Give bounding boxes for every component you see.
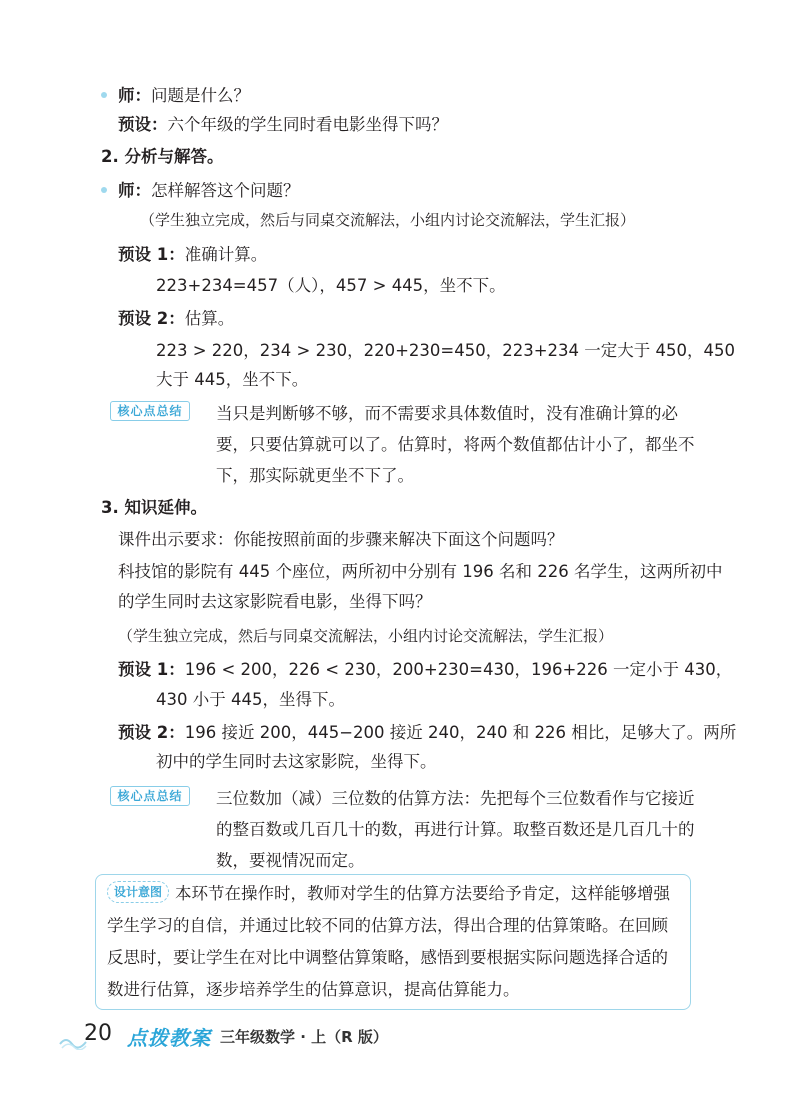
preset-2: [118, 308, 234, 330]
problem-line-2: 的学生同时去这家影院看电影，坐得下吗？: [118, 592, 432, 611]
preset-1-b-line-2: 430 小于 445，坐得下。: [156, 690, 345, 709]
preset-2-b: [118, 722, 736, 744]
speaker: 师：: [118, 181, 151, 200]
brand-logo: 点拨教案: [127, 1026, 211, 1050]
teacher-line-2: [118, 180, 300, 202]
preset-2-calc-1: 223 > 220，234 > 230，220+230=450，223+234 一定大于 450，450: [156, 341, 736, 360]
preset-1: [118, 244, 267, 266]
preset-1-calc: 223+234=457（人），457 > 445，坐不下。: [156, 276, 506, 295]
label: 预设 2：: [118, 723, 185, 742]
problem-line-1: 科技馆的影院有 445 个座位，两所初中分别有 196 名和 226 名学生，这两所初中: [118, 562, 723, 581]
design-intent-text: 本环节在操作时，教师对学生的估算方法要给予肯定，这样能够增强学生学习的自信，并通过比较不同的估算方法，得出合理的估算策略。在回顾反思时，要让学生在对比中调整估算策略，感悟到要根据实际问题选择合适的数进行估算，逐步培养学生的估算意识，提高估算能力。: [107, 884, 670, 999]
section-3-heading: 3. 知识延伸。: [101, 498, 207, 517]
label: 预设 1：: [118, 660, 185, 679]
preset-1-b: [118, 659, 732, 681]
speaker: 师：: [118, 86, 151, 105]
speaker: 预设：: [118, 115, 168, 134]
design-intent-tag: 设计意图: [107, 881, 169, 903]
text: 196 接近 200，445−200 接近 240，240 和 226 相比，足够大了。两所: [184, 723, 737, 742]
courseware-prompt: 课件出示要求：你能按照前面的步骤来解决下面这个问题吗？: [118, 530, 564, 549]
book-title: 三年级数学 · 上（R 版）: [220, 1028, 388, 1046]
bullet-dot: [101, 92, 107, 98]
section-2-heading: 2. 分析与解答。: [101, 147, 224, 166]
student-activity-note-2: （学生独立完成，然后与同桌交流解法，小组内讨论交流解法，学生汇报）: [118, 627, 614, 645]
preset-2-calc-2: 大于 445，坐不下。: [156, 370, 309, 389]
preset-line: [118, 114, 448, 136]
student-activity-note: （学生独立完成，然后与同桌交流解法，小组内讨论交流解法，学生汇报）: [140, 211, 636, 229]
bullet-dot: [101, 187, 107, 193]
core-summary-2: 三位数加（减）三位数的估算方法：先把每个三位数看作与它接近的整百数或几百几十的数，再进行计算。取整百数还是几百几十的数，要视情况而定。: [216, 789, 695, 870]
core-summary-tag: 核心点总结: [110, 401, 190, 421]
text: 怎样解答这个问题？: [151, 181, 300, 200]
text: 估算。: [184, 309, 235, 328]
label: 预设 2：: [118, 309, 185, 328]
text: 问题是什么？: [151, 86, 250, 105]
text: 六个年级的学生同时看电影坐得下吗？: [167, 115, 448, 134]
core-summary-tag-2: 核心点总结: [110, 786, 190, 806]
core-summary-1: 当只是判断够不够，而不需要求具体数值时，没有准确计算的必要，只要估算就可以了。估算时，将两个数值都估计小了，都坐不下，那实际就更坐不下了。: [216, 404, 695, 485]
teacher-line-1: [118, 85, 250, 107]
text: 准确计算。: [184, 245, 268, 264]
text: 196 < 200，226 < 230，200+230=430，196+226 一定小于 430，: [184, 660, 733, 679]
preset-2-b-line-2: 初中的学生同时去这家影院，坐得下。: [156, 752, 437, 771]
page-number: 20: [84, 1021, 112, 1046]
label: 预设 1：: [118, 245, 185, 264]
